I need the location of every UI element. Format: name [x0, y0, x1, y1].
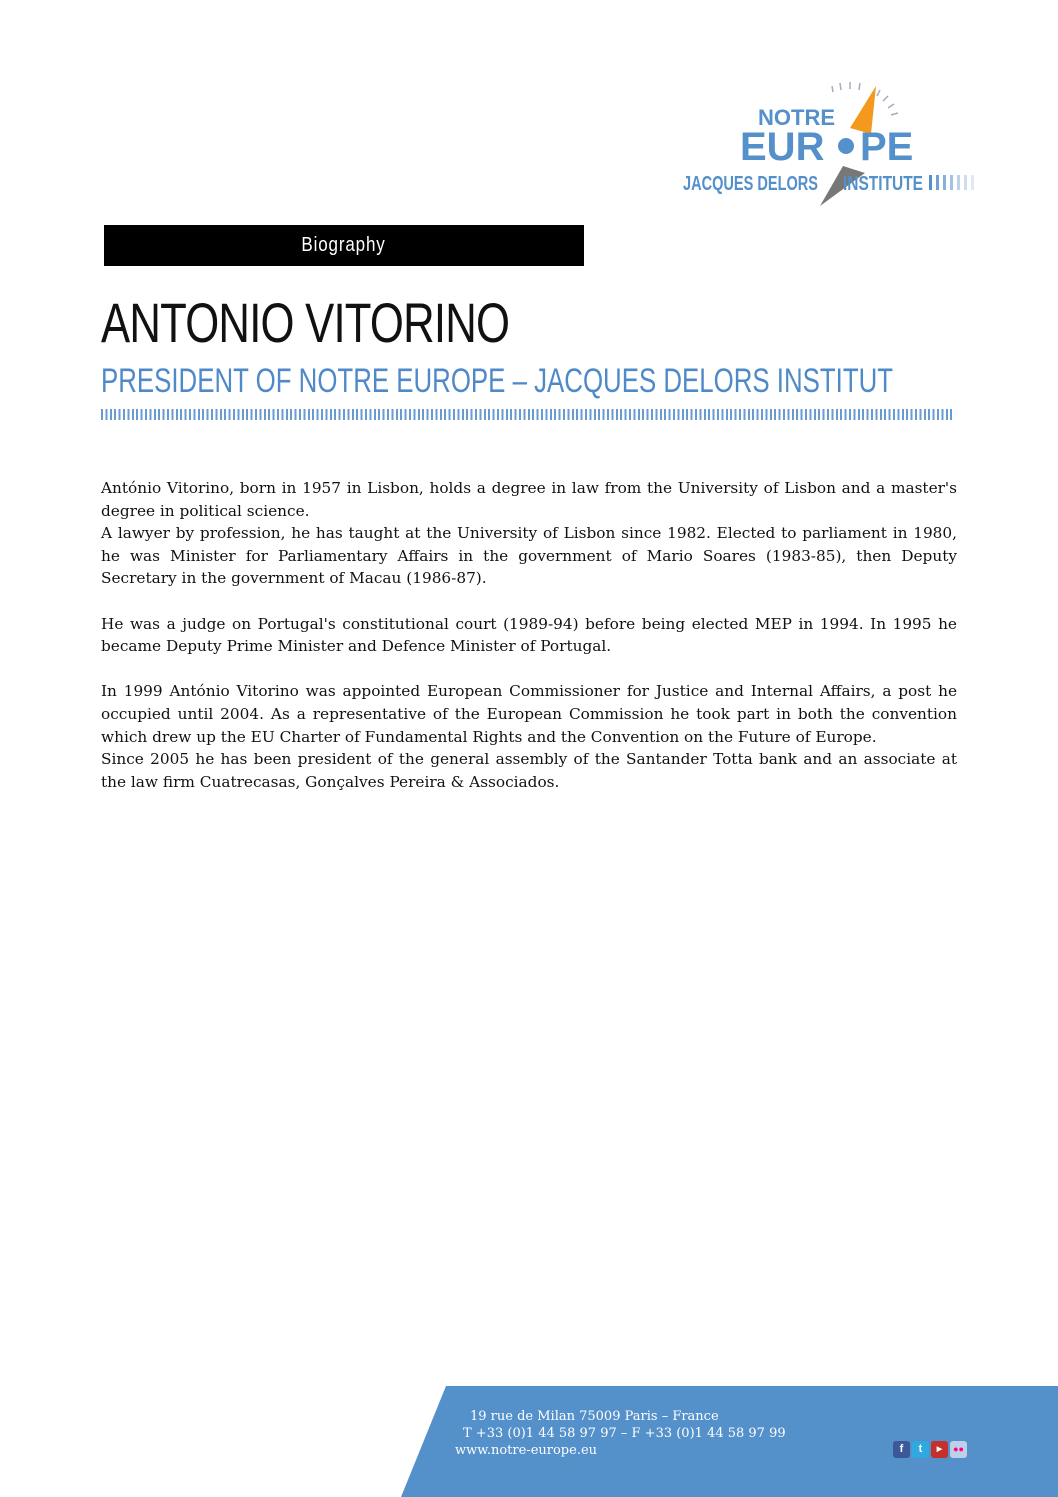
svg-text:EUR: EUR [740, 125, 825, 169]
paragraph: He was a judge on Portugal's constitutional court (1989-94) before being elected MEP in 1994. In 1995 he became Deputy Prime Minister and Defence Minister of Portugal. [101, 614, 957, 656]
page-title: ANTONIO VITORINO [101, 291, 510, 354]
svg-text:PE: PE [860, 125, 914, 169]
paragraph: In 1999 António Vitorino was appointed European Commissioner for Justice and Internal Affairs, a post he occupied until 2004. As a representative of the European Commission he took part in both the convention which drew up the EU Charter of Fundamental Rights and the Convention on the Future of Europe. [101, 682, 957, 746]
tick-divider [101, 409, 952, 420]
notre-europe-logo [680, 78, 990, 213]
paragraph: A lawyer by profession, he has taught at the University of Lisbon since 1982. Elected to parliament in 1980, he was Minister for Parliamentary Affairs in the government of Mario Soares (1983-85), then Deputy Secretary in the government of Macau (1986-87). [101, 524, 957, 588]
twitter-icon[interactable]: t [912, 1441, 929, 1458]
footer-website[interactable]: www.notre-europe.eu [455, 1443, 598, 1458]
paragraph: Since 2005 he has been president of the general assembly of the Santander Totta bank and an associate at the law firm Cuatrecasas, Gonçalves Pereira & Associados. [101, 750, 957, 791]
footer-phone: T +33 (0)1 44 58 97 97 – F +33 (0)1 44 58 97 99 [463, 1426, 786, 1441]
section-label-bar [104, 225, 584, 266]
biography-text [101, 477, 957, 793]
svg-text:NOTRE: NOTRE [758, 105, 835, 130]
youtube-icon[interactable]: ▶ [931, 1441, 948, 1458]
paragraph: António Vitorino, born in 1957 in Lisbon, holds a degree in law from the University of Lisbon and a master's degree in political science. [101, 479, 957, 520]
social-links [893, 1441, 967, 1458]
page-subtitle: PRESIDENT OF NOTRE EUROPE – JACQUES DELORS INSTITUT [101, 362, 894, 400]
svg-text:JACQUES DELORS: JACQUES DELORS [683, 173, 818, 195]
svg-text:INSTITUTE: INSTITUTE [843, 173, 923, 195]
footer-address: 19 rue de Milan 75009 Paris – France [470, 1409, 719, 1424]
facebook-icon[interactable]: f [893, 1441, 910, 1458]
flickr-icon[interactable]: ●● [950, 1441, 967, 1458]
section-label: Biography [301, 234, 387, 256]
